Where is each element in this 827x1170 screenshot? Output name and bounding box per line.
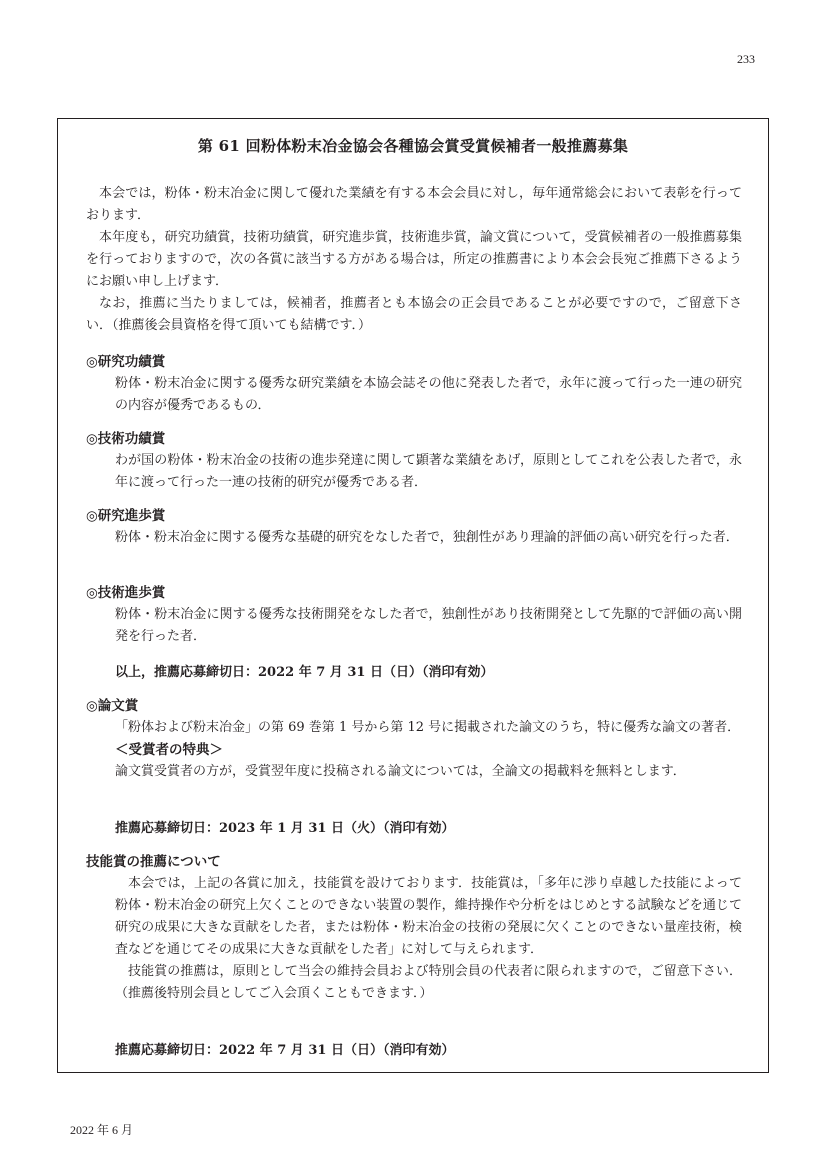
- award-technical-achievement: [86, 428, 742, 494]
- award-research-achievement: [86, 351, 742, 417]
- deadline-paper-award: 推薦応募締切日：2023 年 1 月 31 日（火）（消印有効）: [115, 821, 455, 836]
- deadline-skill-award: 推薦応募締切日：2022 年 7 月 31 日（日）（消印有効）: [115, 1043, 455, 1058]
- award-heading: ◎論文賞: [86, 698, 139, 714]
- page-number: 233: [737, 52, 755, 66]
- benefit-heading: ＜受賞者の特典＞: [115, 742, 223, 758]
- award-paper: [86, 695, 742, 783]
- award-heading: ◎研究進歩賞: [86, 508, 166, 524]
- award-description: 「粉体および粉末冶金」の第 69 巻第 1 号から第 12 号に掲載された論文のうち，特に優秀な論文の著者．: [115, 720, 741, 735]
- award-description: 粉体・粉末冶金に関する優秀な基礎的研究をなした者で，独創性があり理論的評価の高い研究を行った者．: [115, 530, 739, 545]
- intro-paragraph-1: 本会では，粉体・粉末冶金に関して優れた業績を有する本会会員に対し，毎年通常総会において表彰を行っております．: [86, 186, 742, 223]
- announcement-title: 第 61 回粉体粉末冶金協会各種協会賞受賞候補者一般推薦募集: [197, 137, 629, 155]
- benefit-description: 論文賞受賞者の方が，受賞翌年度に投稿される論文については，全論文の掲載料を無料とします．: [115, 764, 686, 779]
- award-heading: ◎研究功績賞: [86, 354, 166, 370]
- award-heading: ◎技術進歩賞: [86, 585, 166, 601]
- footer-date: 2022 年 6 月: [70, 1123, 134, 1137]
- award-research-progress: [86, 505, 742, 549]
- intro-paragraph-3: なお，推薦に当たりましては，候補者，推薦者とも本協会の正会員であることが必要ですので，ご留意下さい．（推薦後会員資格を得て頂いても結構です．）: [86, 296, 742, 333]
- skill-award-paragraph-2: 技能賞の推薦は，原則として当会の維持会員および特別会員の代表者に限られますので，ご留意下さい．（推薦後特別会員としてご入会頂くこともできます．）: [115, 964, 742, 1001]
- award-heading: ◎技術功績賞: [86, 431, 166, 447]
- skill-award-heading: 技能賞の推薦について: [86, 854, 221, 870]
- skill-award-paragraph-1: 本会では，上記の各賞に加え，技能賞を設けております．技能賞は，「多年に渉り卓越した技能によって粉体・粉末冶金の研究上欠くことのできない装置の製作，維持操作や分析をはじめとする試験などを通じて研究の成果に大きな貢献をした者，または粉体・粉末冶金の技術の発展に欠くことのできない量産技術，検査などを通じてその成果に大きな貢献をした者」に対して与えられます．: [115, 876, 742, 957]
- award-description: 粉体・粉末冶金に関する優秀な研究業績を本協会誌その他に発表した者で，永年に渡って行った一連の研究の内容が優秀であるもの．: [115, 376, 742, 413]
- intro-section: [86, 183, 742, 337]
- intro-paragraph-2: 本年度も，研究功績賞，技術功績賞，研究進歩賞，技術進歩賞，論文賞について，受賞候補者の一般推薦募集を行っておりますので，次の各賞に該当する方がある場合は，所定の推薦書により本会会長宛ご推薦下さるようにお願い申し上げます．: [86, 230, 742, 289]
- award-description: 粉体・粉末冶金に関する優秀な技術開発をなした者で，独創性があり技術開発として先駆的で評価の高い開発を行った者．: [115, 607, 742, 644]
- award-description: わが国の粉体・粉末冶金の技術の進歩発達に関して顕著な業績をあげ，原則としてこれを公表した者で，永年に渡って行った一連の技術的研究が優秀である者．: [115, 453, 742, 490]
- announcement-box: [57, 118, 769, 1073]
- award-technical-progress: [86, 582, 742, 648]
- deadline-1: 以上，推薦応募締切日：2022 年 7 月 31 日（日）（消印有効）: [115, 665, 494, 680]
- skill-award-section: [86, 851, 742, 1005]
